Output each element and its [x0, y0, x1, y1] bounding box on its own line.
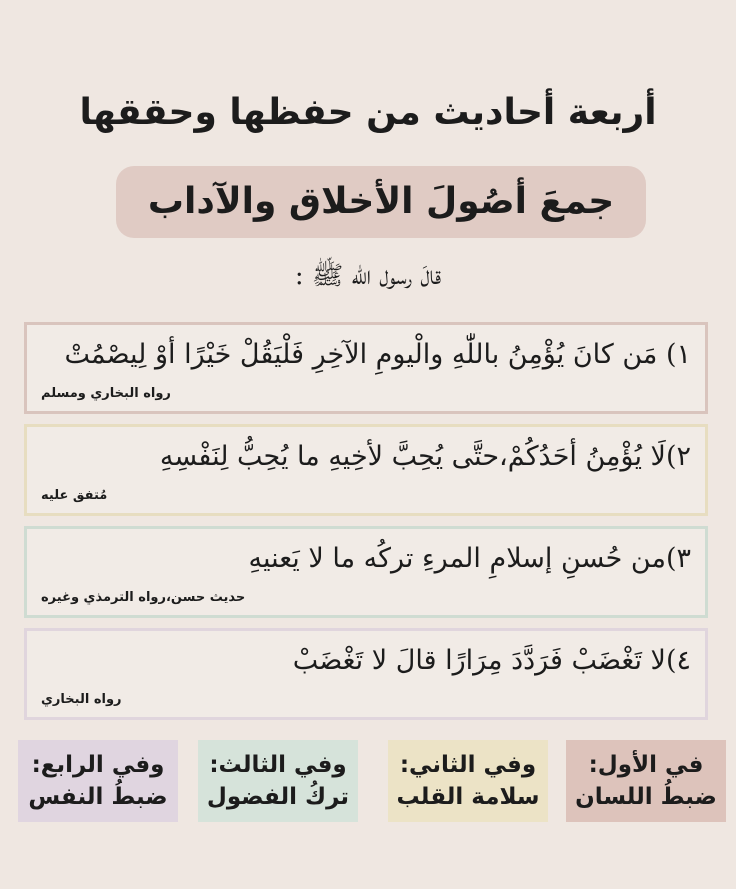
hadith-text: ٢)لَا يُؤْمِنُ أحَدُكُمْ،حتَّى يُحِبَّ لأخِيهِ ما يُحِبُّ لِنَفْسِهِ: [159, 441, 691, 472]
lesson-value: ضبطُ النفس: [28, 784, 168, 810]
lesson-heading: في الأول:: [588, 752, 704, 778]
hadith-card-3: [24, 526, 708, 618]
lesson-box-second: [388, 740, 548, 822]
lesson-value: تركُ الفضول: [206, 784, 350, 810]
lesson-heading: وفي الرابع:: [31, 752, 165, 778]
subtitle: جمعَ أصُولَ الأخلاق والآداب: [147, 181, 615, 222]
hadith-card-4: [24, 628, 708, 720]
hadith-source: رواه البخاري ومسلم: [41, 386, 171, 401]
intro-line: قالَ رسول اللّٰه ﷺ :: [294, 261, 442, 291]
lesson-heading: وفي الثالث:: [209, 752, 347, 778]
lesson-value: سلامة القلب: [396, 784, 540, 810]
hadith-text: ٤)لا تَغْضَبْ فَرَدَّدَ مِرَارًا قالَ لا تَغْضَبْ: [292, 645, 691, 676]
hadith-card-1: [24, 322, 708, 414]
hadith-text: ٣)من حُسنِ إسلامِ المرءِ تركُه ما لا يَعنيهِ: [248, 543, 691, 574]
lesson-box-third: [198, 740, 358, 822]
subtitle-band: [116, 166, 646, 238]
hadith-source: مُتفق عليه: [41, 488, 108, 503]
main-title: أربعة أحاديث من حفظها وحققها: [79, 92, 657, 133]
lesson-box-first: [566, 740, 726, 822]
hadith-text: ١) مَن كانَ يُؤْمِنُ باللّٰهِ والْيومِ الآخِرِ فَلْيَقُلْ خَيْرًا أوْ لِيصْمُتْ: [64, 339, 691, 370]
hadith-card-2: [24, 424, 708, 516]
lesson-value: ضبطُ اللسان: [575, 784, 717, 810]
hadith-source: حديث حسن،رواه الترمذي وغيره: [41, 590, 246, 605]
lesson-box-fourth: [18, 740, 178, 822]
hadith-source: رواه البخاري: [41, 692, 122, 707]
lesson-heading: وفي الثاني:: [399, 752, 537, 778]
